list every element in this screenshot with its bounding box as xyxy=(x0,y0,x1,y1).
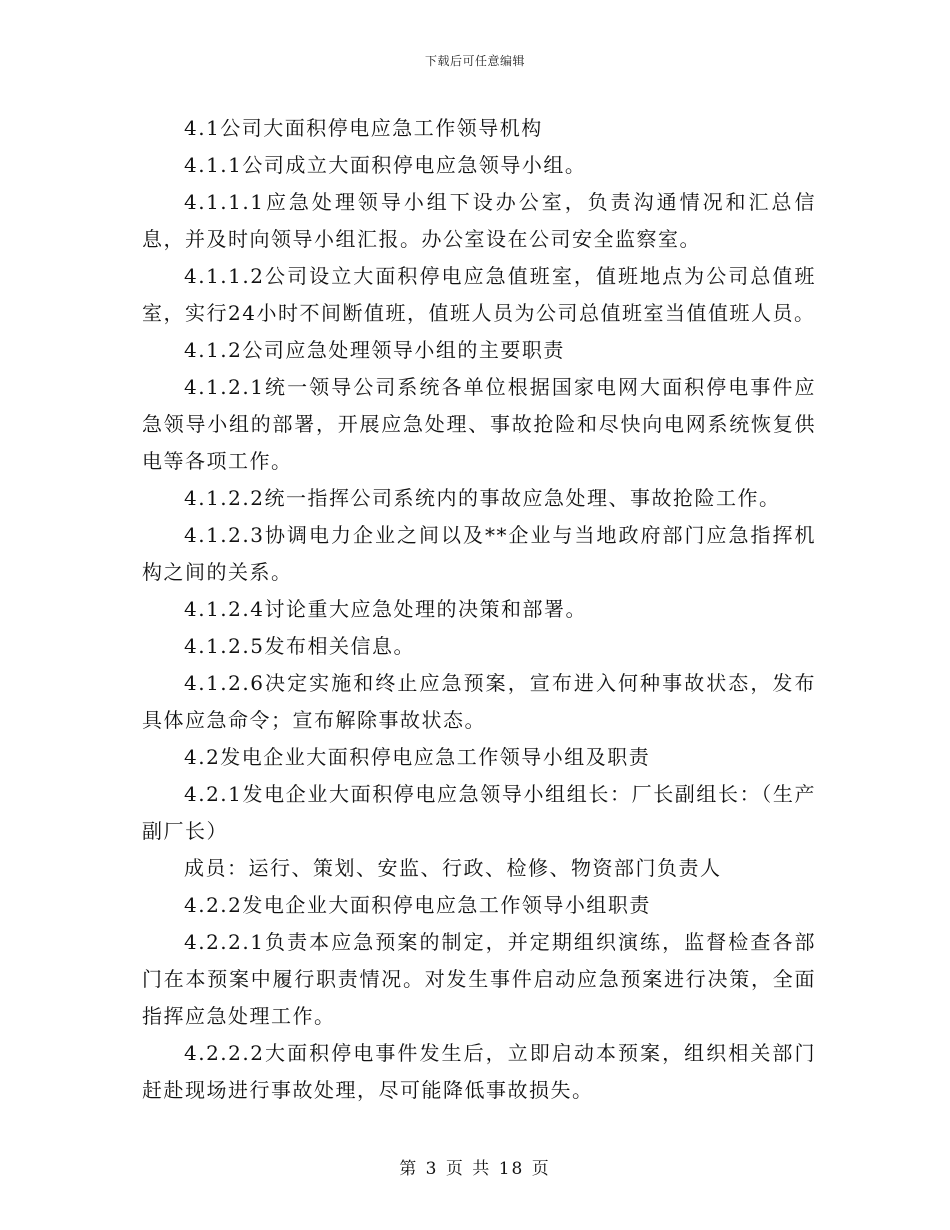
paragraph: 4.1.2.1统一领导公司系统各单位根据国家电网大面积停电事件应急领导小组的部署，开展应急处理、事故抢险和尽快向电网系统恢复供电等各项工作。 xyxy=(142,375,816,473)
paragraph: 4.2.1发电企业大面积停电应急领导小组组长：厂长副组长：（生产副厂长） xyxy=(142,782,816,843)
page-number: 第 3 页 共 18 页 xyxy=(399,1159,551,1179)
paragraph: 4.1.2公司应急处理领导小组的主要职责 xyxy=(184,338,565,362)
paragraph: 4.1.2.6决定实施和终止应急预案，宣布进入何种事故状态，发布具体应急命令；宣布解除事故状态。 xyxy=(142,671,816,732)
section-heading: 4.2发电企业大面积停电应急工作领导小组及职责 xyxy=(184,745,651,769)
paragraph: 4.1.2.3协调电力企业之间以及**企业与当地政府部门应急指挥机构之间的关系。 xyxy=(142,523,816,584)
paragraph: 4.1.2.4讨论重大应急处理的决策和部署。 xyxy=(184,597,587,621)
paragraph: 4.1.1.1应急处理领导小组下设办公室，负责沟通情况和汇总信息，并及时向领导小组汇报。办公室设在公司安全监察室。 xyxy=(142,190,816,251)
paragraph: 4.2.2发电企业大面积停电应急工作领导小组职责 xyxy=(184,893,651,917)
page-header: 下载后可任意编辑 xyxy=(424,54,525,68)
paragraph: 4.1.1.2公司设立大面积停电应急值班室，值班地点为公司总值班室，实行24小时不间断值班，值班人员为公司总值班室当值值班人员。 xyxy=(142,264,816,325)
section-heading: 4.1公司大面积停电应急工作领导机构 xyxy=(184,116,543,140)
paragraph: 4.1.2.5发布相关信息。 xyxy=(184,634,415,658)
paragraph: 4.1.1公司成立大面积停电应急领导小组。 xyxy=(184,153,587,177)
paragraph: 4.1.2.2统一指挥公司系统内的事故应急处理、事故抢险工作。 xyxy=(184,486,781,510)
paragraph: 4.2.2.1负责本应急预案的制定，并定期组织演练，监督检查各部门在本预案中履行职责情况。对发生事件启动应急预案进行决策，全面指挥应急处理工作。 xyxy=(142,930,816,1028)
document-body xyxy=(142,110,816,1109)
paragraph: 4.2.2.2大面积停电事件发生后，立即启动本预案，组织相关部门赶赴现场进行事故处理，尽可能降低事故损失。 xyxy=(142,1041,816,1102)
paragraph: 成员：运行、策划、安监、行政、检修、物资部门负责人 xyxy=(184,856,722,880)
